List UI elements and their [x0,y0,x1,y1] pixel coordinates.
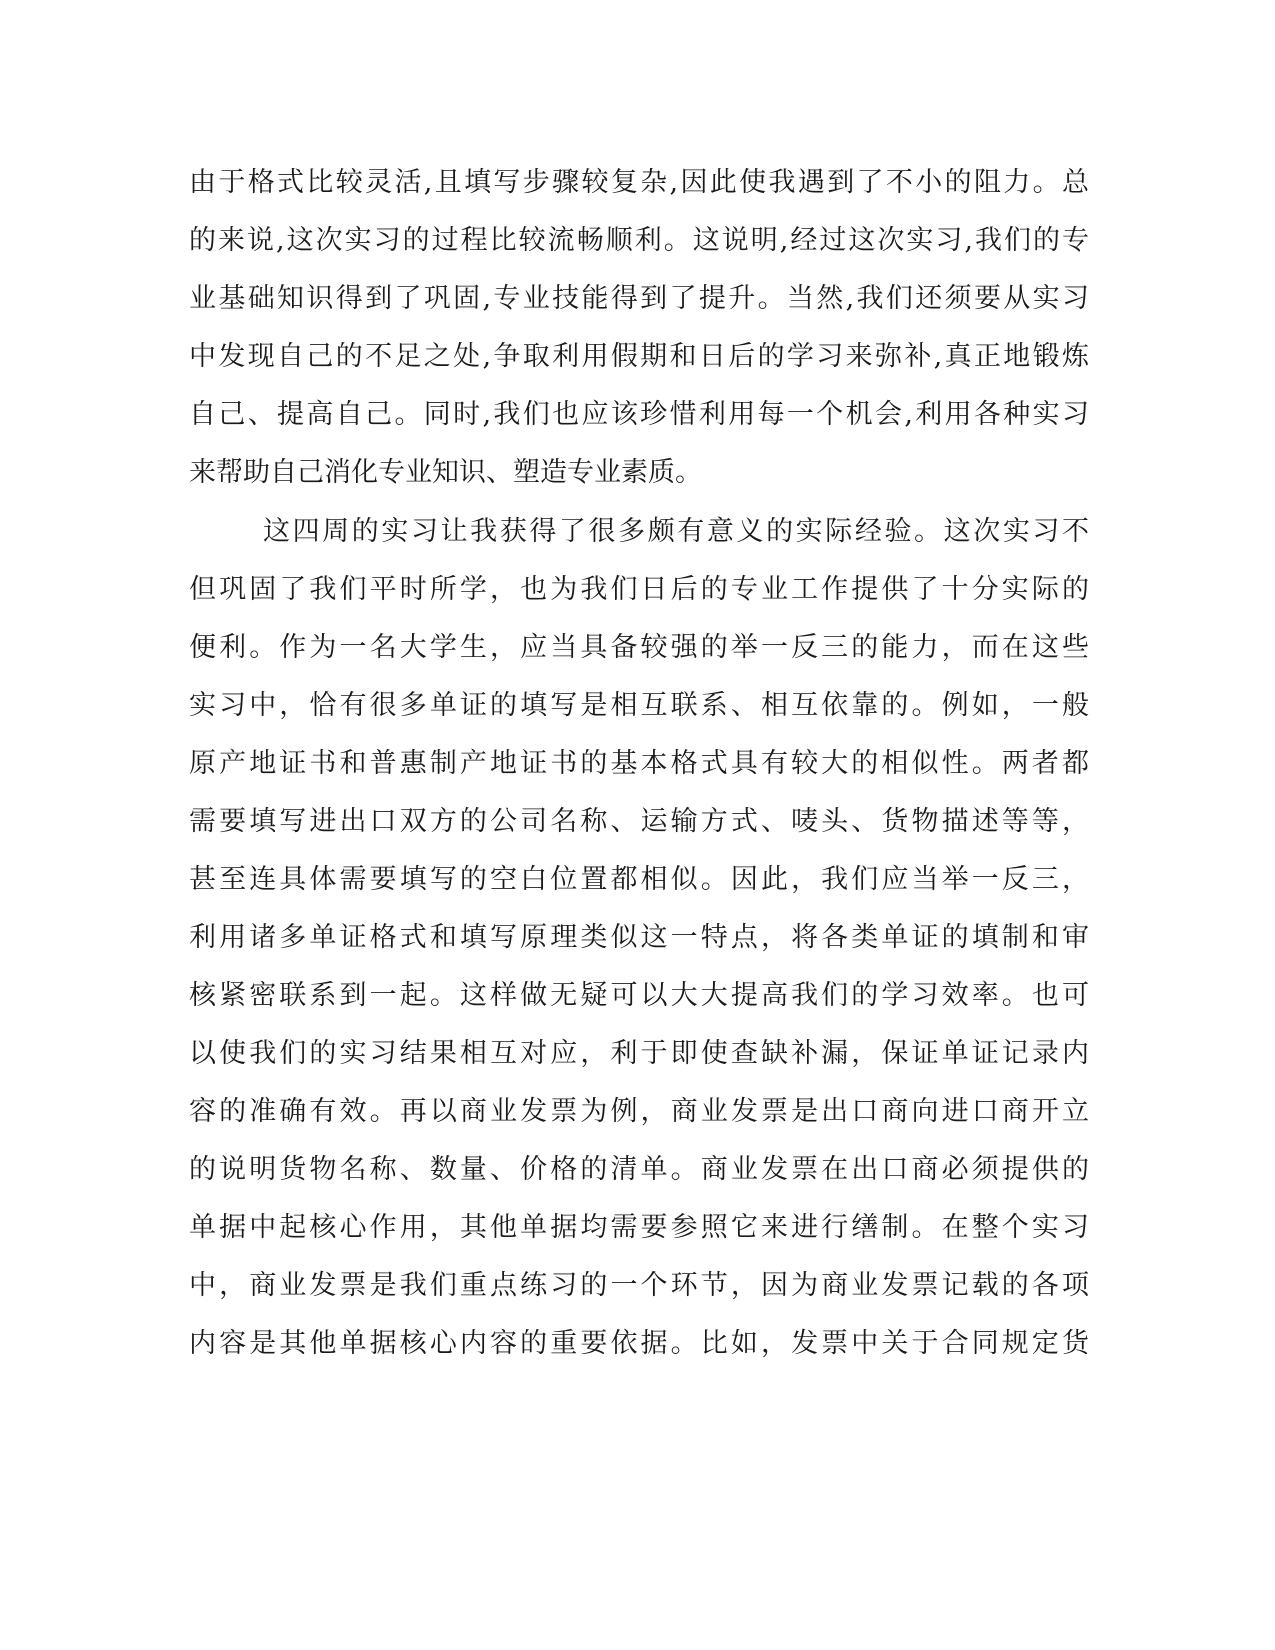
text-line: 由于格式比较灵活,且填写步骤较复杂,因此使我遇到了不小的阻力。总 [189,167,1089,198]
text-line: 来帮助自己消化专业知识、塑造专业素质。 [189,457,702,488]
text-line: 需要填写进出口双方的公司名称、运输方式、唛头、货物描述等等， [189,806,1089,837]
text-line: 中，商业发票是我们重点练习的一个环节，因为商业发票记载的各项 [189,1270,1089,1301]
text-line: 的说明货物名称、数量、价格的清单。商业发票在出口商必须提供的 [189,1154,1089,1185]
text-line: 甚至连具体需要填写的空白位置都相似。因此，我们应当举一反三， [189,864,1089,895]
text-line: 以使我们的实习结果相互对应，利于即使查缺补漏，保证单证记录内 [189,1038,1089,1069]
text-line: 便利。作为一名大学生，应当具备较强的举一反三的能力，而在这些 [189,632,1089,663]
text-line: 内容是其他单据核心内容的重要依据。比如，发票中关于合同规定货 [189,1328,1089,1359]
text-line: 实习中，恰有很多单证的填写是相互联系、相互依靠的。例如，一般 [189,690,1089,721]
text-line: 的来说,这次实习的过程比较流畅顺利。这说明,经过这次实习,我们的专 [189,225,1089,256]
text-line: 单据中起核心作用，其他单据均需要参照它来进行缮制。在整个实习 [189,1212,1089,1243]
text-line: 自己、提高自己。同时,我们也应该珍惜利用每一个机会,利用各种实习 [189,399,1089,430]
text-line: 容的准确有效。再以商业发票为例，商业发票是出口商向进口商开立 [189,1096,1089,1127]
text-line: 但巩固了我们平时所学，也为我们日后的专业工作提供了十分实际的 [189,574,1089,605]
text-line: 业基础知识得到了巩固,专业技能得到了提升。当然,我们还须要从实习 [189,283,1089,314]
text-line: 利用诸多单证格式和填写原理类似这一特点，将各类单证的填制和审 [189,922,1089,953]
text-line: 核紧密联系到一起。这样做无疑可以大大提高我们的学习效率。也可 [189,980,1089,1011]
text-line: 中发现自己的不足之处,争取利用假期和日后的学习来弥补,真正地锻炼 [189,341,1089,372]
text-line: 原产地证书和普惠制产地证书的基本格式具有较大的相似性。两者都 [189,748,1089,779]
paragraph-first-line: 这四周的实习让我获得了很多颇有意义的实际经验。这次实习不 [263,516,1089,547]
